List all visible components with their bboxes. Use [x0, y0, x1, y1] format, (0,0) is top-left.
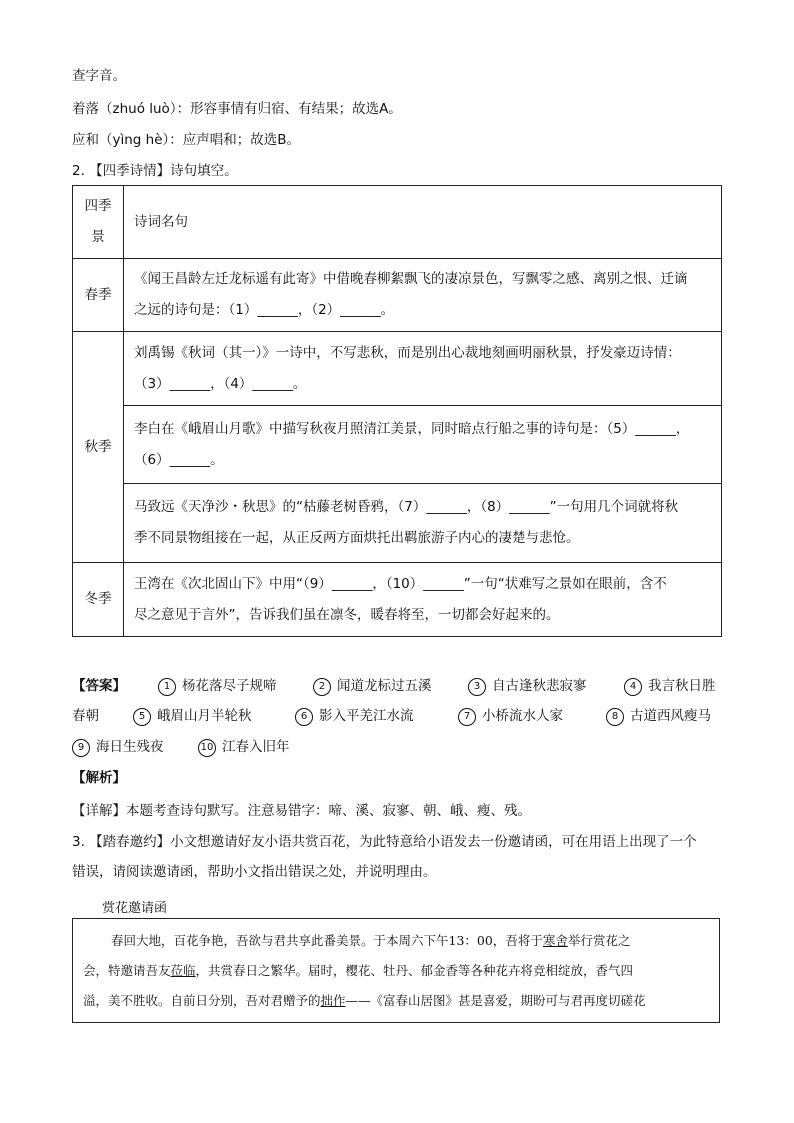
poem-cell: 《闻王昌龄左迁龙标遥有此寄》中借晚春柳絮飘飞的凄凉景色，写飘零之感、离别之恨、迁谪 之远的诗句是：（1）______，（2）______。: [124, 259, 722, 332]
poem-cell: 马致远《天净沙・秋思》的“枯藤老树昏鸦，（7）______，（8）______”一句用几个词就将秋 季不同景物组接在一起，从正反两方面烘托出羁旅游子内心的凄楚与悲怆。: [124, 484, 722, 563]
table-row: [73, 406, 722, 484]
table-row: [73, 332, 722, 406]
poem-cell: 刘禹锡《秋词（其一）》一诗中，不写悲秋，而是别出心裁地刻画明丽秋景，抒发豪迈诗情： （3）______，（4）______。: [124, 332, 722, 406]
season-cell-autumn: 秋季: [73, 332, 124, 563]
invitation-line-2: 会，特邀请吾友莅临，共赏春日之繁华。届时，樱花、牡丹、郁金香等各种花卉将竞相绽放，香气四: [83, 963, 634, 978]
poem-cell: 李白在《峨眉山月歌》中描写秋夜月照清江美景，同时暗点行船之事的诗句是：（5）______， （6）______。: [124, 406, 722, 484]
answer-item: 9 海日生残夜: [72, 737, 164, 757]
table-row: [73, 563, 722, 637]
text-line-1: 查字音。: [72, 68, 126, 84]
invitation-box: [72, 918, 720, 1023]
answer-item: 8 古道西风瘦马: [606, 706, 711, 726]
answer-item: 6 影入平羌江水流: [295, 706, 414, 726]
season-header: 四季景: [73, 186, 124, 259]
table-row: [73, 186, 722, 259]
invitation-line-3: 溢，美不胜收。自前日分别，吾对君赠予的拙作——《富春山居图》甚是喜爱，期盼可与君再度切磋花: [83, 993, 646, 1008]
analysis-label: 【解析】: [72, 770, 126, 786]
table-row: [73, 259, 722, 332]
answer-item: 10 江春入旧年: [198, 737, 290, 757]
answer-item: 3 自古逢秋悲寂寥: [468, 676, 587, 696]
season-cell-spring: 春季: [73, 259, 124, 332]
answer-item: 1 杨花落尽子规啼: [158, 676, 277, 696]
answer-item: 7 小桥流水人家: [458, 706, 563, 726]
question-3-line-1: 3. 【踏春邀约】小文想邀请好友小语共赏百花，为此特意给小语发去一份邀请函，可在用语上出现了一个: [72, 834, 697, 850]
answer-item: 4 我言秋日胜: [624, 676, 716, 696]
column-header: 诗词名句: [124, 186, 722, 259]
text-line-2: 着落（zhuó luò）：形容事情有归宿、有结果；故选A。: [72, 101, 402, 117]
season-cell-winter: 冬季: [73, 563, 124, 637]
poem-table: [72, 185, 722, 637]
answer-item: 5 峨眉山月半轮秋: [133, 706, 252, 726]
invitation-line-1: 春回大地，百花争艳，吾欲与君共享此番美景。于本周六下午13：00，吾将于寒舍举行赏花之: [111, 933, 631, 948]
detail-line: 【详解】本题考查诗句默写。注意易错字：啼、溪、寂寥、朝、峨、瘦、残。: [72, 803, 531, 819]
invitation-title: 赏花邀请函: [102, 901, 168, 916]
question-3-line-2: 错误，请阅读邀请函，帮助小文指出错误之处，并说明理由。: [72, 864, 437, 880]
answer-label: 【答案】: [72, 678, 126, 694]
poem-cell: 王湾在《次北固山下》中用“（9）______，（10）______”一句“状难写之景如在眼前，含不 尽之意见于言外”，告诉我们虽在凛冬，暖春将至，一切都会好起来的。: [124, 563, 722, 637]
table-row: [73, 484, 722, 563]
answer-item: 春朝: [72, 708, 99, 724]
text-line-3: 应和（yìng hè）：应声唱和；故选B。: [72, 132, 301, 148]
answer-item: 2 闻道龙标过五溪: [313, 676, 432, 696]
question-2-heading: 2. 【四季诗情】诗句填空。: [72, 163, 238, 179]
